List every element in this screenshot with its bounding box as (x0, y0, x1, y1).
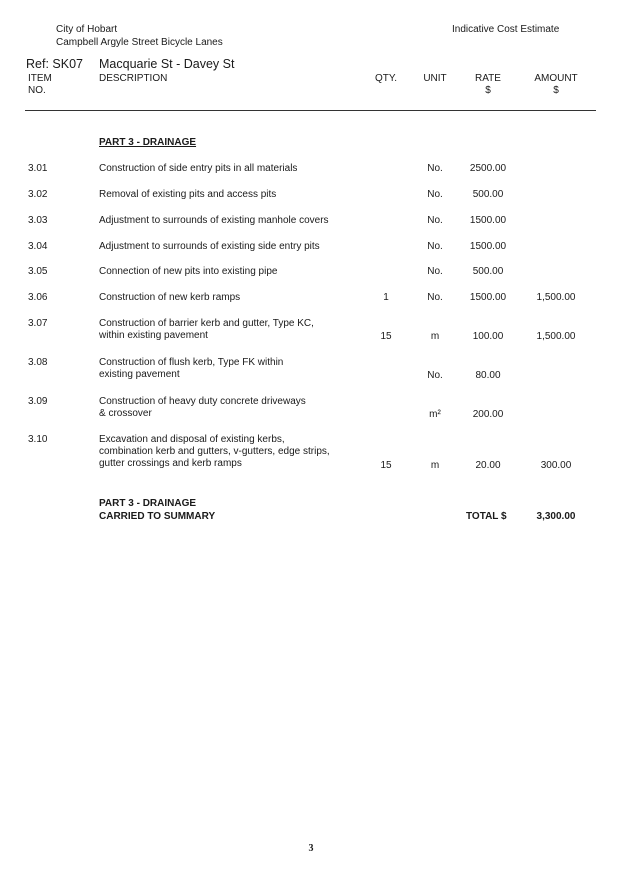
item-number: 3.04 (28, 241, 48, 252)
item-unit: No. (427, 163, 443, 174)
item-rate: 1500.00 (469, 241, 507, 252)
item-qty: 15 (380, 459, 392, 471)
item-description: Construction of flush kerb, Type FK within existing pavement (99, 357, 284, 380)
item-description: Construction of barrier kerb and gutter, Type KC, within existing pavement (99, 318, 314, 341)
item-description: Construction of new kerb ramps (99, 292, 241, 303)
item-rate: 2500.00 (469, 163, 507, 174)
page-number: 3 (308, 843, 314, 854)
item-unit: m (430, 459, 440, 471)
project-name: Campbell Argyle Street Bicycle Lanes (56, 37, 223, 48)
item-unit: m (430, 330, 440, 342)
item-rate: 500.00 (472, 266, 504, 277)
item-unit: No. (427, 215, 443, 226)
item-rate: 1500.00 (469, 215, 507, 226)
item-number: 3.03 (28, 215, 48, 226)
item-rate: 200.00 (472, 408, 504, 420)
column-header-unit: UNIT (423, 73, 447, 84)
item-number: 3.10 (28, 434, 48, 445)
header-divider (25, 110, 596, 111)
item-description: Construction of heavy duty concrete driveways & crossover (99, 396, 306, 419)
item-description: Excavation and disposal of existing kerbs, combination kerb and gutters, v-gutters, edge strips, gutter crossings and kerb ramps (99, 434, 330, 469)
item-unit: No. (427, 292, 443, 303)
item-amount: 300.00 (540, 459, 572, 471)
summary-line-1: PART 3 - DRAINAGE (99, 498, 197, 509)
reference-label: Ref: SK07 (26, 57, 83, 71)
item-number: 3.07 (28, 318, 48, 329)
item-rate: 500.00 (472, 189, 504, 200)
item-unit: No. (427, 189, 443, 200)
item-rate: 100.00 (472, 330, 504, 342)
total-value: 3,300.00 (536, 511, 576, 522)
document-type: Indicative Cost Estimate (452, 24, 560, 35)
item-description: Adjustment to surrounds of existing manhole covers (99, 215, 329, 226)
column-header-item: ITEM NO. (28, 73, 52, 96)
item-number: 3.09 (28, 396, 48, 407)
item-number: 3.01 (28, 163, 48, 174)
item-rate: 80.00 (475, 369, 501, 381)
item-number: 3.06 (28, 292, 48, 303)
item-unit: No. (427, 369, 443, 381)
item-number: 3.05 (28, 266, 48, 277)
item-rate: 20.00 (475, 459, 501, 471)
item-unit: No. (427, 241, 443, 252)
item-unit: m² (429, 408, 441, 420)
item-description: Connection of new pits into existing pipe (99, 266, 278, 277)
summary-line-2: CARRIED TO SUMMARY (99, 511, 216, 522)
column-header-qty: QTY. (374, 73, 398, 84)
item-number: 3.08 (28, 357, 48, 368)
org-name: City of Hobart (56, 24, 118, 35)
item-qty: 1 (383, 292, 389, 303)
section-title: PART 3 - DRAINAGE (99, 137, 197, 148)
item-rate: 1500.00 (469, 292, 507, 303)
item-number: 3.02 (28, 189, 48, 200)
item-description: Adjustment to surrounds of existing side entry pits (99, 241, 320, 252)
column-header-amount: AMOUNT $ (534, 73, 578, 96)
item-unit: No. (427, 266, 443, 277)
column-header-description: DESCRIPTION (99, 73, 168, 84)
column-header-rate: RATE $ (475, 73, 501, 96)
item-amount: 1,500.00 (536, 330, 576, 342)
total-label: TOTAL $ (466, 511, 507, 522)
item-description: Removal of existing pits and access pits (99, 189, 277, 200)
item-qty: 15 (380, 330, 392, 342)
item-amount: 1,500.00 (536, 292, 576, 303)
reference-title: Macquarie St - Davey St (99, 57, 235, 71)
item-description: Construction of side entry pits in all materials (99, 163, 298, 174)
